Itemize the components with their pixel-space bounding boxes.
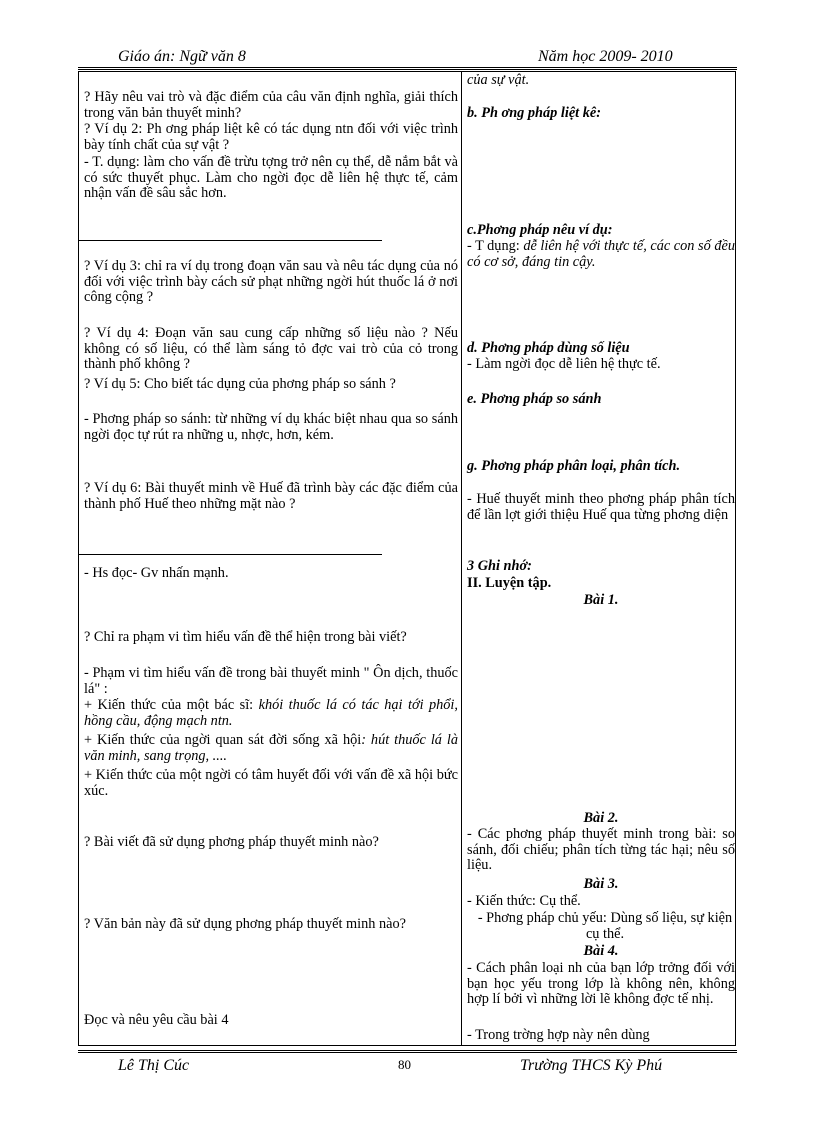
question-2: ? Ví dụ 2: Ph ơng pháp liệt kê có tác dụng ntn đối với việc trình bày tính chất của sự vật ? — [84, 121, 458, 153]
right-continued: của sự vật. — [467, 72, 530, 88]
answer-7-observer-detail: : hút thuốc lá là văn minh, sang trọng, .... — [84, 732, 458, 764]
answer-7-doctor-detail: khói thuốc lá có tác hại tới phổi, hồng cầu, động mạch ntn. — [84, 697, 458, 729]
method-g-effect: - Huế thuyết minh theo phơng pháp phân tích để lần lợt giới thiệu Huế qua từng phơng diện — [467, 491, 735, 523]
question-3: ? Ví dụ 3: chỉ ra ví dụ trong đoạn văn sau và nêu tác dụng của nó đối với việc trình bày cách sử phạt những ngời hút thuốc lá ở nơi công cộng ? — [84, 258, 458, 306]
answer-7-observer — [84, 733, 458, 764]
exercise-4-heading: Bài 4. — [583, 943, 619, 959]
question-6: ? Ví dụ 6: Bài thuyết minh về Huế đã trình bày các đặc điểm của thành phố Huế theo những mặt nào ? — [84, 480, 458, 512]
answer-7-doctor — [84, 698, 458, 729]
footer-school: Trường THCS Kỳ Phú — [520, 1057, 663, 1074]
method-d-heading: d. Phơng pháp dùng số liệu — [467, 340, 630, 356]
answer-7-observer-lead: + Kiến thức của ngời quan sát đời sống xã hội — [84, 732, 362, 748]
answer-5: - Phơng pháp so sánh: từ những ví dụ khác biệt nhau qua so sánh ngời đọc tự rút ra những u, nhợc, hơn, kém. — [84, 411, 458, 443]
answer-7: - Phạm vi tìm hiểu vấn đề trong bài thuyết minh " Ôn dịch, thuốc lá" : — [84, 665, 458, 697]
exercise-3-heading: Bài 3. — [583, 876, 619, 892]
summary-heading: 3 Ghi nhớ: — [467, 558, 532, 574]
student-activity: - Hs đọc- Gv nhấn mạnh. — [84, 565, 229, 581]
exercise-3-method: - Phơng pháp chủ yếu: Dùng số liệu, sự kiện cụ thể. — [477, 910, 733, 942]
header-right: Năm học 2009- 2010 — [538, 48, 673, 65]
exercise-1-heading: Bài 1. — [583, 592, 619, 608]
practice-heading: II. Luyện tập. — [467, 575, 552, 591]
answer-7-doctor-lead: + Kiến thức của một bác sĩ: — [84, 697, 259, 713]
method-b-heading: b. Ph ơng pháp liệt kê: — [467, 105, 601, 121]
question-9: ? Văn bản này đã sử dụng phơng pháp thuyết minh nào? — [84, 916, 406, 932]
method-c-effect-lead: - T dụng: — [467, 238, 524, 254]
exercise-2-heading: Bài 2. — [583, 810, 619, 826]
footer-rule-2 — [78, 1052, 737, 1053]
answer-2: - T. dụng: làm cho vấn đề trừu tợng trở nên cụ thể, dễ nắm bắt và có sức thuyết phục. Làm cho ngời đọc dễ liên hệ thực tế, cảm nhận vấn đề sâu sắc hơn. — [84, 154, 458, 202]
exercise-2-text: - Các phơng pháp thuyết minh trong bài: so sánh, đối chiếu; phân tích từng tác hại; nêu số liệu. — [467, 826, 735, 874]
method-c-effect-detail: dễ liên hệ với thực tế, các con số đều có cơ sở, đáng tin cậy. — [467, 238, 735, 270]
method-c-effect — [467, 239, 735, 270]
column-divider — [461, 72, 462, 1045]
footer-rule — [78, 1050, 737, 1051]
header-rule — [78, 67, 737, 68]
page-number: 80 — [398, 1057, 411, 1072]
question-5: ? Ví dụ 5: Cho biết tác dụng của phơng pháp so sánh ? — [84, 376, 396, 392]
footer-author: Lê Thị Cúc — [118, 1057, 190, 1074]
method-c-heading: c.Phơng pháp nêu ví dụ: — [467, 222, 613, 238]
exercise-4-text: - Cách phân loại nh của bạn lớp trởng đối với bạn học yếu trong lớp là không nên, không hợp lí bởi vì những lời lẽ không đợc tế nhị. — [467, 960, 735, 1008]
method-g-heading: g. Phơng pháp phân loại, phân tích. — [467, 458, 681, 474]
exercise-3-knowledge: - Kiến thức: Cụ thể. — [467, 893, 581, 909]
method-d-effect: - Làm ngời đọc dễ liên hệ thực tế. — [467, 356, 661, 372]
question-10: Đọc và nêu yêu cầu bài 4 — [84, 1012, 229, 1028]
row-divider — [79, 554, 382, 555]
question-1: ? Hãy nêu vai trò và đặc điểm của câu văn định nghĩa, giải thích trong văn bản thuyết minh? — [84, 89, 458, 121]
exercise-4-cont: - Trong trờng hợp này nên dùng — [467, 1027, 650, 1043]
header-left: Giáo án: Ngữ văn 8 — [118, 48, 246, 65]
question-7: ? Chỉ ra phạm vi tìm hiểu vấn đề thể hiện trong bài viết? — [84, 629, 407, 645]
header-rule-2 — [78, 69, 737, 70]
question-4: ? Ví dụ 4: Đoạn văn sau cung cấp những số liệu nào ? Nếu không có số liệu, có thể làm sáng tỏ đợc vai trò của cỏ trong thành phố không ? — [84, 325, 458, 373]
question-8: ? Bài viết đã sử dụng phơng pháp thuyết minh nào? — [84, 834, 379, 850]
method-e-heading: e. Phơng pháp so sánh — [467, 391, 602, 407]
row-divider — [79, 240, 382, 241]
answer-7-enthusiast: + Kiến thức của một ngời có tâm huyết đối với vấn đề xã hội bức xúc. — [84, 767, 458, 799]
